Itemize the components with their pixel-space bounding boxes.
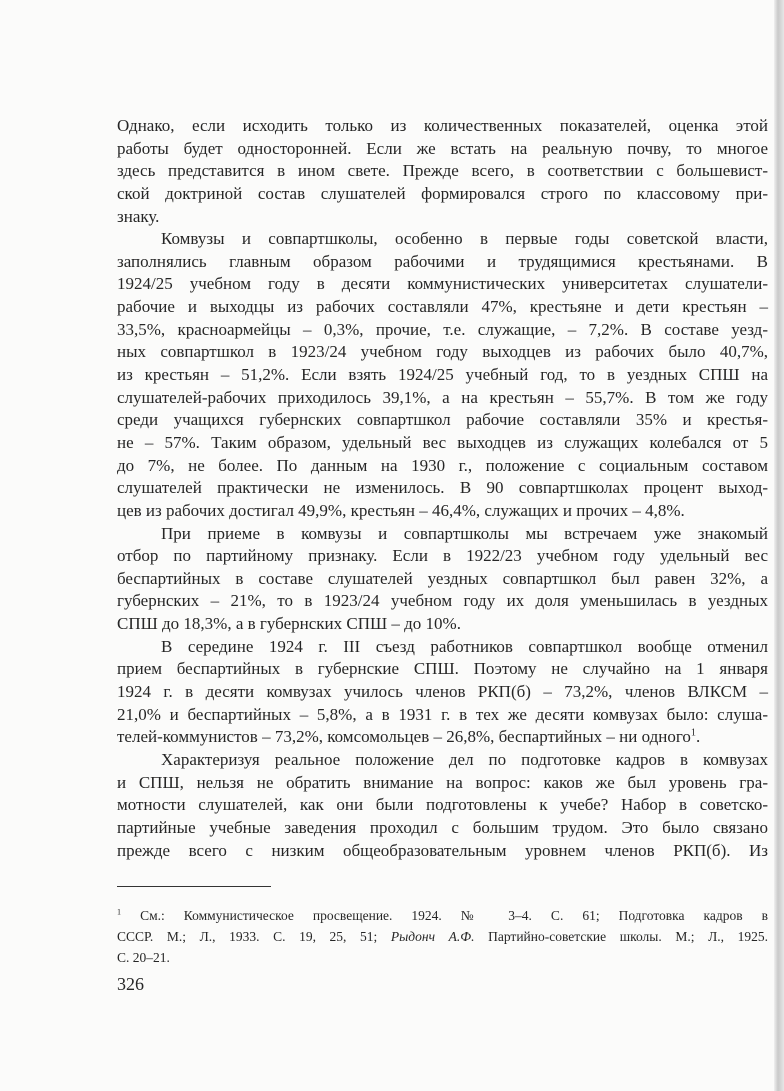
footnote-line (117, 947, 768, 968)
text-line (117, 455, 768, 478)
text-line (117, 658, 768, 681)
body-text (117, 115, 768, 862)
text-line (117, 138, 768, 161)
text-line (117, 772, 768, 795)
text-line-content: партийные учебные заведения проходил с большим трудом. Это было связано (117, 817, 768, 837)
text-line (117, 704, 768, 727)
text-line-content: СПШ до 18,3%, а в губернских СПШ – до 10%. (117, 614, 461, 634)
text-line (117, 749, 768, 772)
text-line-content: мотности слушателей, как они были подготовлены к учебе? Набор в советско- (117, 795, 768, 815)
text-line (117, 160, 768, 183)
text-line (117, 364, 768, 387)
text-line-content: При приеме в комвузы и совпартшколы мы встречаем уже знакомый (161, 523, 768, 543)
text-line (117, 409, 768, 432)
text-line (117, 432, 768, 455)
text-line-content: прием беспартийных в губернские СПШ. Поэтому не случайно на 1 января (117, 659, 768, 679)
footnote-text: См.: Коммунистическое просвещение. 1924. № 3–4. С. 61; Подготовка кадров в (140, 908, 768, 923)
text-line-content: знаку. (117, 206, 160, 226)
text-line-content: до 7%, не более. По данным на 1930 г., положение с социальным составом (117, 455, 768, 475)
text-line (117, 296, 768, 319)
text-line-content: телей-коммунистов – 73,2%, комсомольцев – 26,8%, беспартийных – ни одного (117, 727, 691, 747)
text-line (117, 115, 768, 138)
text-line-content: 21,0% и беспартийных – 5,8%, а в 1931 г. в тех же десяти комвузах было: слуша- (117, 704, 768, 724)
text-line: телей-коммунистов – 73,2%, комсомольцев – 26,8%, беспартийных – ни одного$^1$. (117, 727, 701, 747)
text-line-content: рабочие и выходцы из рабочих составляли 47%, крестьяне и дети крестьян – (117, 297, 768, 317)
text-line (117, 613, 768, 636)
text-line (117, 590, 768, 613)
paragraph (117, 228, 768, 522)
text-line-content: Комвузы и совпартшколы, особенно в первые годы советской власти, (161, 229, 768, 249)
text-line-content: отбор по партийному признаку. Если в 1922/23 учебном году удельный вес (117, 546, 768, 566)
paragraph (117, 115, 768, 228)
text-line (117, 523, 768, 546)
text-line-content: 33,5%, красноармейцы – 0,3%, прочие, т.е. служащие, – 7,2%. В составе уезд- (117, 319, 768, 339)
text-line (117, 500, 768, 523)
text-line-content: Однако, если исходить только из количественных показателей, оценка этой (117, 116, 768, 135)
text-line (117, 636, 768, 659)
text-line (117, 206, 768, 229)
text-line-content: прежде всего с низким общеобразовательным уровнем членов РКП(б). Из (117, 840, 768, 860)
scan-page-edge (774, 0, 784, 1091)
text-line-content: слушателей-рабочих приходилось 39,1%, а на крестьян – 55,7%. В том же году (117, 387, 768, 407)
text-line-content: 1924 г. в десяти комвузах училось членов РКП(б) – 73,2%, членов ВЛКСМ – (117, 682, 768, 702)
text-line (117, 568, 768, 591)
text-line-content: В середине 1924 г. III съезд работников совпартшкол вообще отменил (161, 636, 768, 656)
text-line (117, 387, 768, 410)
text-line-content: здесь представится в ином свете. Прежде всего, в соответствии с большевист- (117, 161, 768, 181)
footnote-line (117, 926, 768, 947)
footnote-line (117, 905, 768, 926)
text-line-content: ской доктриной состав слушателей формировался строго по классовому при- (117, 183, 768, 203)
text-line (117, 273, 768, 296)
footnote-marker: 1 (117, 907, 122, 917)
text-line-content: заполнялись главным образом рабочими и трудящимися крестьянами. В (117, 251, 768, 271)
text-line-content: среди учащихся губернских совпартшкол рабочие составляли 35% и крестья- (117, 410, 768, 430)
footnote-separator (117, 886, 271, 887)
footnote-reference[interactable]: 1 (690, 727, 696, 739)
paragraph (117, 636, 768, 749)
text-line-content: ных совпартшкол в 1923/24 учебном году выходцев из рабочих было 40,7%, (117, 342, 768, 362)
page-number: 326 (117, 974, 144, 994)
paragraph (117, 523, 768, 636)
text-line (117, 319, 768, 342)
text-line (117, 183, 768, 206)
text-line-content: беспартийных в составе слушателей уездных совпартшкол был равен 32%, а (117, 568, 768, 588)
paragraph (117, 749, 768, 862)
footnote-text: Партийно-советские школы. М.; Л., 1925. (474, 929, 768, 944)
footnote-text: С. 20–21. (117, 950, 170, 965)
text-line (117, 251, 768, 274)
text-line (117, 545, 768, 568)
text-line (117, 228, 768, 251)
footnote-author: Рыдонч А.Ф. (390, 929, 475, 944)
text-line-content: из крестьян – 51,2%. Если взять 1924/25 учебный год, то в уездных СПШ на (117, 365, 768, 385)
text-line (117, 341, 768, 364)
text-line-content: цев из рабочих достигал 49,9%, крестьян – 46,4%, служащих и прочих – 4,8%. (117, 500, 685, 520)
text-line-content: Характеризуя реальное положение дел по подготовке кадров в комвузах (161, 749, 768, 769)
footnote-text: СССР. М.; Л., 1933. С. 19, 25, 51; (117, 929, 391, 944)
text-line (117, 477, 768, 500)
text-line-content: слушателей практически не изменилось. В 90 совпартшколах процент выход- (117, 478, 768, 498)
footnote (117, 905, 768, 968)
text-line-content: губернских – 21%, то в 1923/24 учебном году их доля уменьшилась в уездных (117, 591, 768, 611)
text-line (117, 840, 768, 863)
text-line-content: и СПШ, нельзя не обратить внимание на вопрос: каков же был уровень гра- (117, 772, 768, 792)
text-line-content: не – 57%. Таким образом, удельный вес выходцев из служащих колебался от 5 (117, 432, 768, 452)
text-line-content: 1924/25 учебном году в десяти коммунистических университетах слушатели- (117, 274, 768, 294)
text-line-content: работы будет односторонней. Если же встать на реальную почву, то многое (117, 138, 768, 158)
text-line (117, 817, 768, 840)
text-line (117, 794, 768, 817)
text-line (117, 681, 768, 704)
